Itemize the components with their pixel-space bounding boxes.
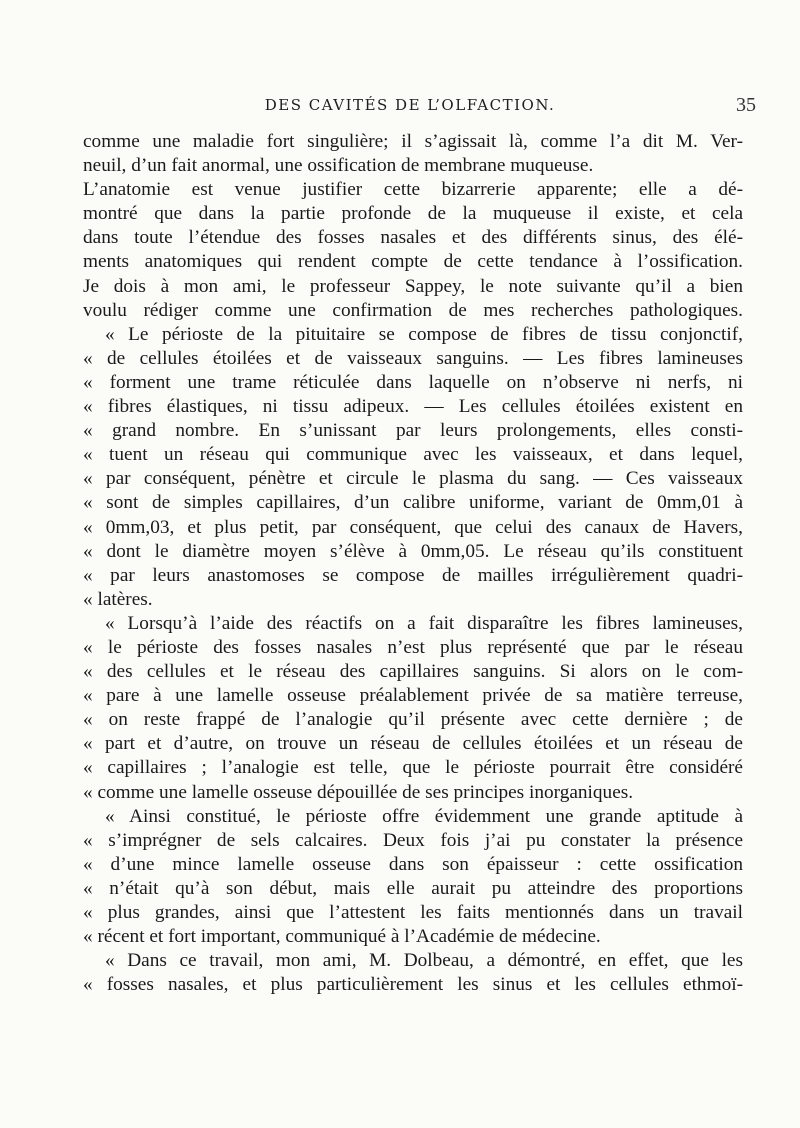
running-title: DES CAVITÉS DE L’OLFACTION. (264, 96, 556, 114)
text-line: « le périoste des fosses nasales n’est plus représenté que par le réseau (83, 636, 743, 658)
text-line: comme une maladie fort singulière; il s’agissait là, comme l’a dit M. Ver- (83, 131, 743, 152)
text-line: « on reste frappé de l’analogie qu’il présente avec cette dernière ; de (83, 709, 743, 731)
text-line: « grand nombre. En s’unissant par leurs prolongements, elles consti- (83, 420, 743, 442)
text-line: « d’une mince lamelle osseuse dans son épaisseur : cette ossification (83, 853, 743, 875)
text-line: « Ainsi constitué, le périoste offre évidemment une grande aptitude à (105, 805, 743, 827)
text-line: « s’imprégner de sels calcaires. Deux fois j’ai pu constater la présence (83, 829, 743, 851)
text-line: L’anatomie est venue justifier cette bizarrerie apparente; elle a dé- (83, 179, 743, 201)
text-line: montré que dans la partie profonde de la muqueuse il existe, et cela (83, 203, 743, 225)
text-line: « comme une lamelle osseuse dépouillée de ses principes inorganiques. (83, 781, 634, 803)
text-line: « plus grandes, ainsi que l’attestent les faits mentionnés dans un travail (83, 902, 743, 923)
text-line: « forment une trame réticulée dans laquelle on n’observe ni nerfs, ni (83, 371, 743, 393)
text-line: « Lorsqu’à l’aide des réactifs on a fait disparaître les fibres lamineuses, (105, 612, 743, 634)
text-line: « sont de simples capillaires, d’un calibre uniforme, variant de 0mm,01 à (83, 492, 743, 514)
body-text (83, 130, 743, 997)
text-line: Je dois à mon ami, le professeur Sappey, le note suivante qu’il a bien (83, 275, 743, 297)
text-line: neuil, d’un fait anormal, une ossification de membrane muqueuse. (83, 155, 594, 177)
text-line: « part et d’autre, on trouve un réseau de cellules étoilées et un réseau de (83, 733, 743, 755)
text-line: « pare à une lamelle osseuse préalablement privée de sa matière terreuse, (83, 685, 743, 707)
page-number: 35 (736, 94, 756, 116)
text-line: « récent et fort important, communiqué à l’Académie de médecine. (83, 926, 601, 948)
text-line: « fosses nasales, et plus particulièrement les sinus et les cellules ethmoï- (83, 974, 743, 996)
text-line: « par leurs anastomoses se compose de mailles irrégulièrement quadri- (83, 564, 743, 586)
text-line: « capillaires ; l’analogie est telle, que le périoste pourrait être considéré (83, 757, 743, 779)
text-line: « fibres élastiques, ni tissu adipeux. — Les cellules étoilées existent en (83, 396, 743, 418)
text-line: « Le périoste de la pituitaire se compose de fibres de tissu conjonctif, (105, 323, 743, 345)
text-line: « par conséquent, pénètre et circule le plasma du sang. — Ces vaisseaux (83, 468, 743, 490)
text-line: « 0mm,03, et plus petit, par conséquent, que celui des canaux de Havers, (83, 516, 743, 538)
text-line: « des cellules et le réseau des capillaires sanguins. Si alors on le com- (83, 661, 743, 683)
text-line: « Dans ce travail, mon ami, M. Dolbeau, a démontré, en effet, que les (105, 950, 743, 972)
text-line: « dont le diamètre moyen s’élève à 0mm,05. Le réseau qu’ils constituent (83, 540, 743, 562)
text-line: « n’était qu’à son début, mais elle aurait pu atteindre des proportions (83, 877, 743, 899)
text-line: « tuent un réseau qui communique avec les vaisseaux, et dans lequel, (83, 444, 743, 466)
text-line: dans toute l’étendue des fosses nasales et des différents sinus, des élé- (83, 227, 743, 249)
text-line: « de cellules étoilées et de vaisseaux sanguins. — Les fibres lamineuses (83, 347, 743, 369)
text-line: voulu rédiger comme une confirmation de mes recherches pathologiques. (83, 299, 743, 321)
text-line: « latères. (83, 588, 153, 610)
text-line: ments anatomiques qui rendent compte de cette tendance à l’ossification. (83, 251, 743, 273)
